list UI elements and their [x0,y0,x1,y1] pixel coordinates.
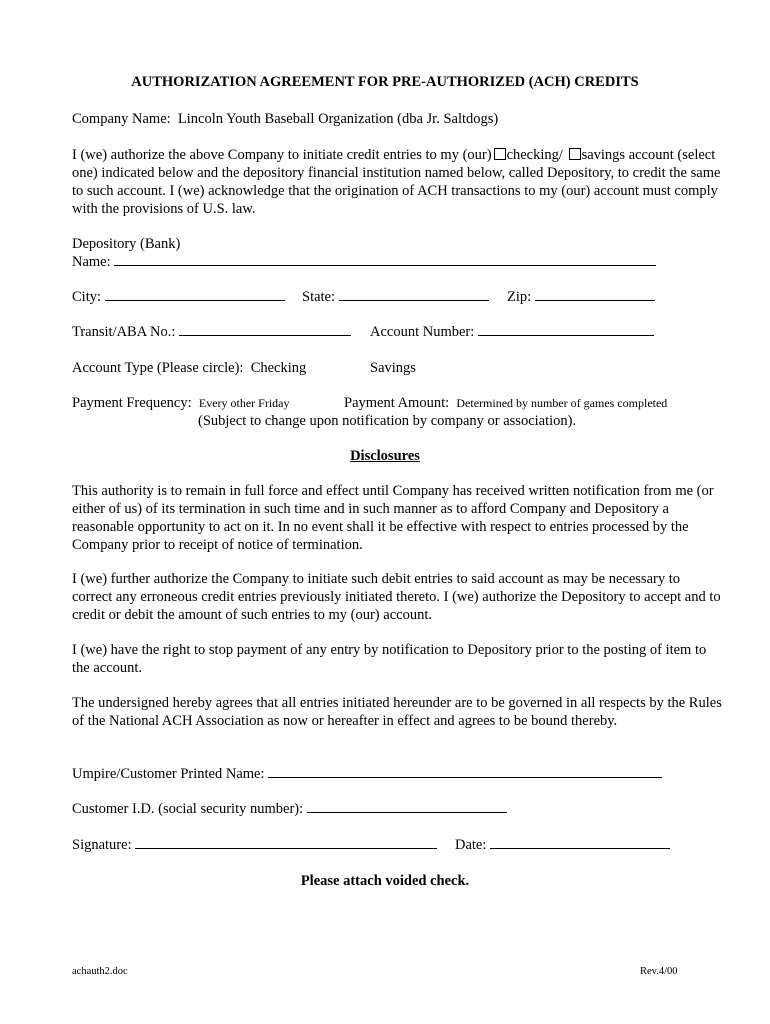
authorize-text: I (we) authorize the above Company to initiate credit entries to my (our) [72,147,492,163]
company-name-value: Lincoln Youth Baseball Organization (dba Jr. Saltdogs) [177,111,499,127]
payment-frequency-label: Payment Frequency: [72,395,192,411]
state-field[interactable] [339,288,489,301]
account-type-row [72,359,306,377]
state-label: State: [302,289,336,305]
payment-amount-label: Payment Amount: [344,395,450,411]
checking-checkbox[interactable] [494,148,506,160]
payment-frequency-row [72,394,290,412]
transit-field[interactable] [179,323,351,336]
printed-name-field[interactable] [268,765,662,778]
depository-name-field[interactable] [114,253,656,266]
account-type-label: Account Type (Please circle): [72,360,244,376]
disclosure-paragraph-4: The undersigned hereby agrees that all entries initiated hereunder are to be governed in all respects by the Rules of the National ACH Association as now or hereafter in effect and agrees to be bound thereby. [72,695,722,729]
payment-subject-note: (Subject to change upon notification by company or association). [198,413,577,429]
city-label: City: [72,289,102,305]
authorization-paragraph [72,146,722,218]
signature-field[interactable] [135,836,437,849]
company-name-row [72,110,498,128]
transit-row [72,323,351,341]
payment-frequency-value: Every other Friday [198,396,290,410]
account-type-checking[interactable]: Checking [250,360,307,376]
account-number-label: Account Number: [370,324,475,340]
printed-name-label: Umpire/Customer Printed Name: [72,766,265,782]
zip-field[interactable] [535,288,655,301]
savings-option-label: savings account [581,147,674,163]
footer-filename: achauth2.doc [72,966,128,977]
depository-label-line1: Depository (Bank) [72,236,181,252]
date-row [455,836,670,854]
date-field[interactable] [490,836,670,849]
date-label: Date: [455,837,487,853]
signature-row [72,836,437,854]
attach-check-note: Please attach voided check. [300,873,470,889]
city-field[interactable] [105,288,285,301]
city-row [72,288,285,306]
depository-name-row [72,253,656,271]
disclosure-paragraph-2: I (we) further authorize the Company to initiate such debit entries to said account as may be necessary to correct any erroneous credit entries previously initiated thereto. I (we) authorize the Depository to accept and to credit or debit the amount of such entries to my (our) account. [72,571,721,623]
payment-amount-row [344,394,667,412]
transit-label: Transit/ABA No.: [72,324,176,340]
zip-label: Zip: [507,289,532,305]
disclosure-paragraph-3: I (we) have the right to stop payment of any entry by notification to Depository prior to the posting of item to the account. [72,642,707,676]
depository-name-label: Name: [72,254,111,270]
signature-label: Signature: [72,837,132,853]
disclosure-paragraph-1: This authority is to remain in full force and effect until Company has received written notification from me (or either of us) of its termination in such time and in such manner as to afford Company and Depository a reasonable opportunity to act on it. In no event shall it be effective with respect to entries processed by the Company prior to receipt of notice of termination. [72,483,714,553]
customer-id-row [72,800,507,818]
account-number-row [370,323,654,341]
account-type-savings[interactable]: Savings [370,360,416,376]
customer-id-field[interactable] [307,800,507,813]
footer-revision: Rev.4/00 [640,966,678,977]
customer-id-label: Customer I.D. (social security number): [72,801,304,817]
payment-amount-value: Determined by number of games completed [456,396,668,410]
company-name-label: Company Name: [72,111,171,127]
savings-checkbox[interactable] [569,148,581,160]
authorize-rest-text: (select one) indicated below and the depository financial institution named below, called Depository, to credit the same to such account. I (we) acknowledge that the origination of ACH transactions to my (our) account must comply with the provisions of U.S. law. [72,147,721,217]
account-number-field[interactable] [478,323,654,336]
checking-option-label: checking/ [506,147,563,163]
zip-row [507,288,655,306]
document-title: AUTHORIZATION AGREEMENT FOR PRE-AUTHORIZED (ACH) CREDITS [131,74,639,90]
printed-name-row [72,765,662,783]
state-row [302,288,489,306]
disclosures-heading: Disclosures [350,448,420,464]
